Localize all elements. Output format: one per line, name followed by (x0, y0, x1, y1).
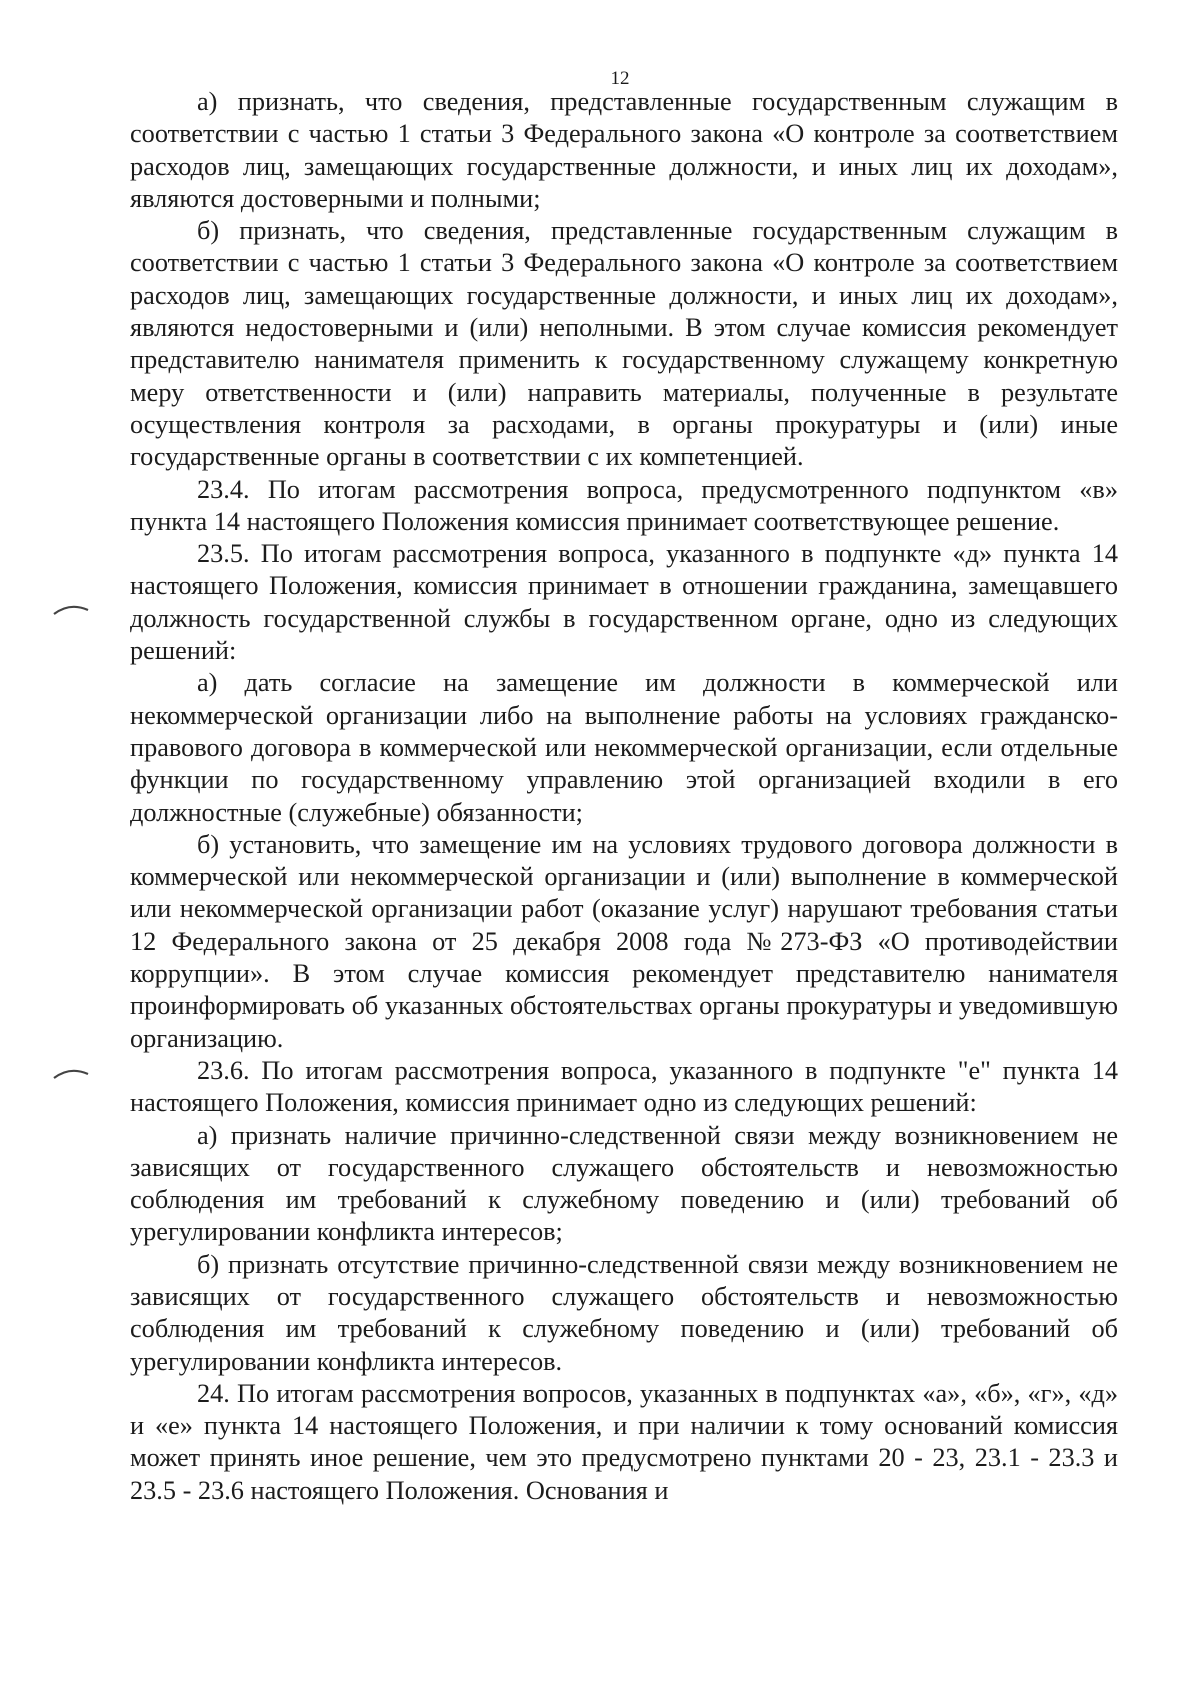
binder-hole-mark-upper (52, 598, 90, 618)
paragraph-23-3-b: б) признать, что сведения, представленные государственным служащим в соответствии с частью 1 статьи 3 Федерального закона «О контроле за соответствием расходов лиц, замещающих государственные должности, и иных лиц их доходам», являются недостоверными и (или) неполными. В этом случае комиссия рекомендует представителю нанимателя применить к государственному служащему конкретную меру ответственности и (или) направить материалы, полученные в результате осуществления контроля за расходами, в органы прокуратуры и (или) иные государственные органы в соответствии с их компетенцией. (130, 216, 1118, 472)
paragraph-23-4: 23.4. По итогам рассмотрения вопроса, предусмотренного подпунктом «в» пункта 14 настоящего Положения комиссия принимает соответствующее решение. (130, 474, 1118, 536)
paragraph-23-5-b: б) установить, что замещение им на условиях трудового договора должности в коммерческой или некоммерческой организации и (или) выполнение в коммерческой или некоммерческой организации работ (оказание услуг) нарушают требования статьи 12 Федерального закона от 25 декабря 2008 года №273-ФЗ «О противодействии коррупции». В этом случае комиссия рекомендует представителю нанимателя проинформировать об указанных обстоятельствах органы прокуратуры и уведомившую организацию. (130, 829, 1118, 1053)
paragraph-23-6-a: а) признать наличие причинно-следственной связи между возникновением не зависящих от государственного служащего обстоятельств и невозможностью соблюдения им требований к служебному поведению и (или) требований об урегулировании конфликта интересов; (130, 1120, 1118, 1247)
paragraph-24: 24. По итогам рассмотрения вопросов, указанных в подпунктах «а», «б», «г», «д» и «е» пункта 14 настоящего Положения, и при наличии к тому оснований комиссия может принять иное решение, чем это предусмотрено пунктами 20 - 23, 23.1 - 23.3 и 23.5 - 23.6 настоящего Положения. Основания и (130, 1378, 1118, 1505)
page-number: 12 (610, 68, 630, 89)
binder-hole-mark-lower (52, 1062, 90, 1082)
paragraph-23-5-a: а) дать согласие на замещение им должности в коммерческой или некоммерческой организации либо на выполнение работы на условиях гражданско-правового договора в коммерческой или некоммерческой организации, если отдельные функции по государственному управлению этой организацией входили в его должностные (служебные) обязанности; (130, 668, 1118, 827)
paragraph-23-5: 23.5. По итогам рассмотрения вопроса, указанного в подпункте «д» пункта 14 настоящего Положения, комиссия принимает в отношении гражданина, замещавшего должность государственной службы в государственном органе, одно из следующих решений: (130, 539, 1118, 666)
paragraph-23-6: 23.6. По итогам рассмотрения вопроса, указанного в подпункте "е" пункта 14 настоящего Положения, комиссия принимает одно из следующих решений: (130, 1055, 1118, 1118)
document-body (130, 86, 1118, 1507)
paragraph-23-6-b: б) признать отсутствие причинно-следственной связи между возникновением не зависящих от государственного служащего обстоятельств и невозможностью соблюдения им требований к служебному поведению и (или) требований об урегулировании конфликта интересов. (130, 1249, 1118, 1376)
paragraph-23-3-a: а) признать, что сведения, представленные государственным служащим в соответствии с частью 1 статьи 3 Федерального закона «О контроле за соответствием расходов лиц, замещающих государственные должности, и иных лиц их доходам», являются достоверными и полными; (130, 87, 1118, 213)
